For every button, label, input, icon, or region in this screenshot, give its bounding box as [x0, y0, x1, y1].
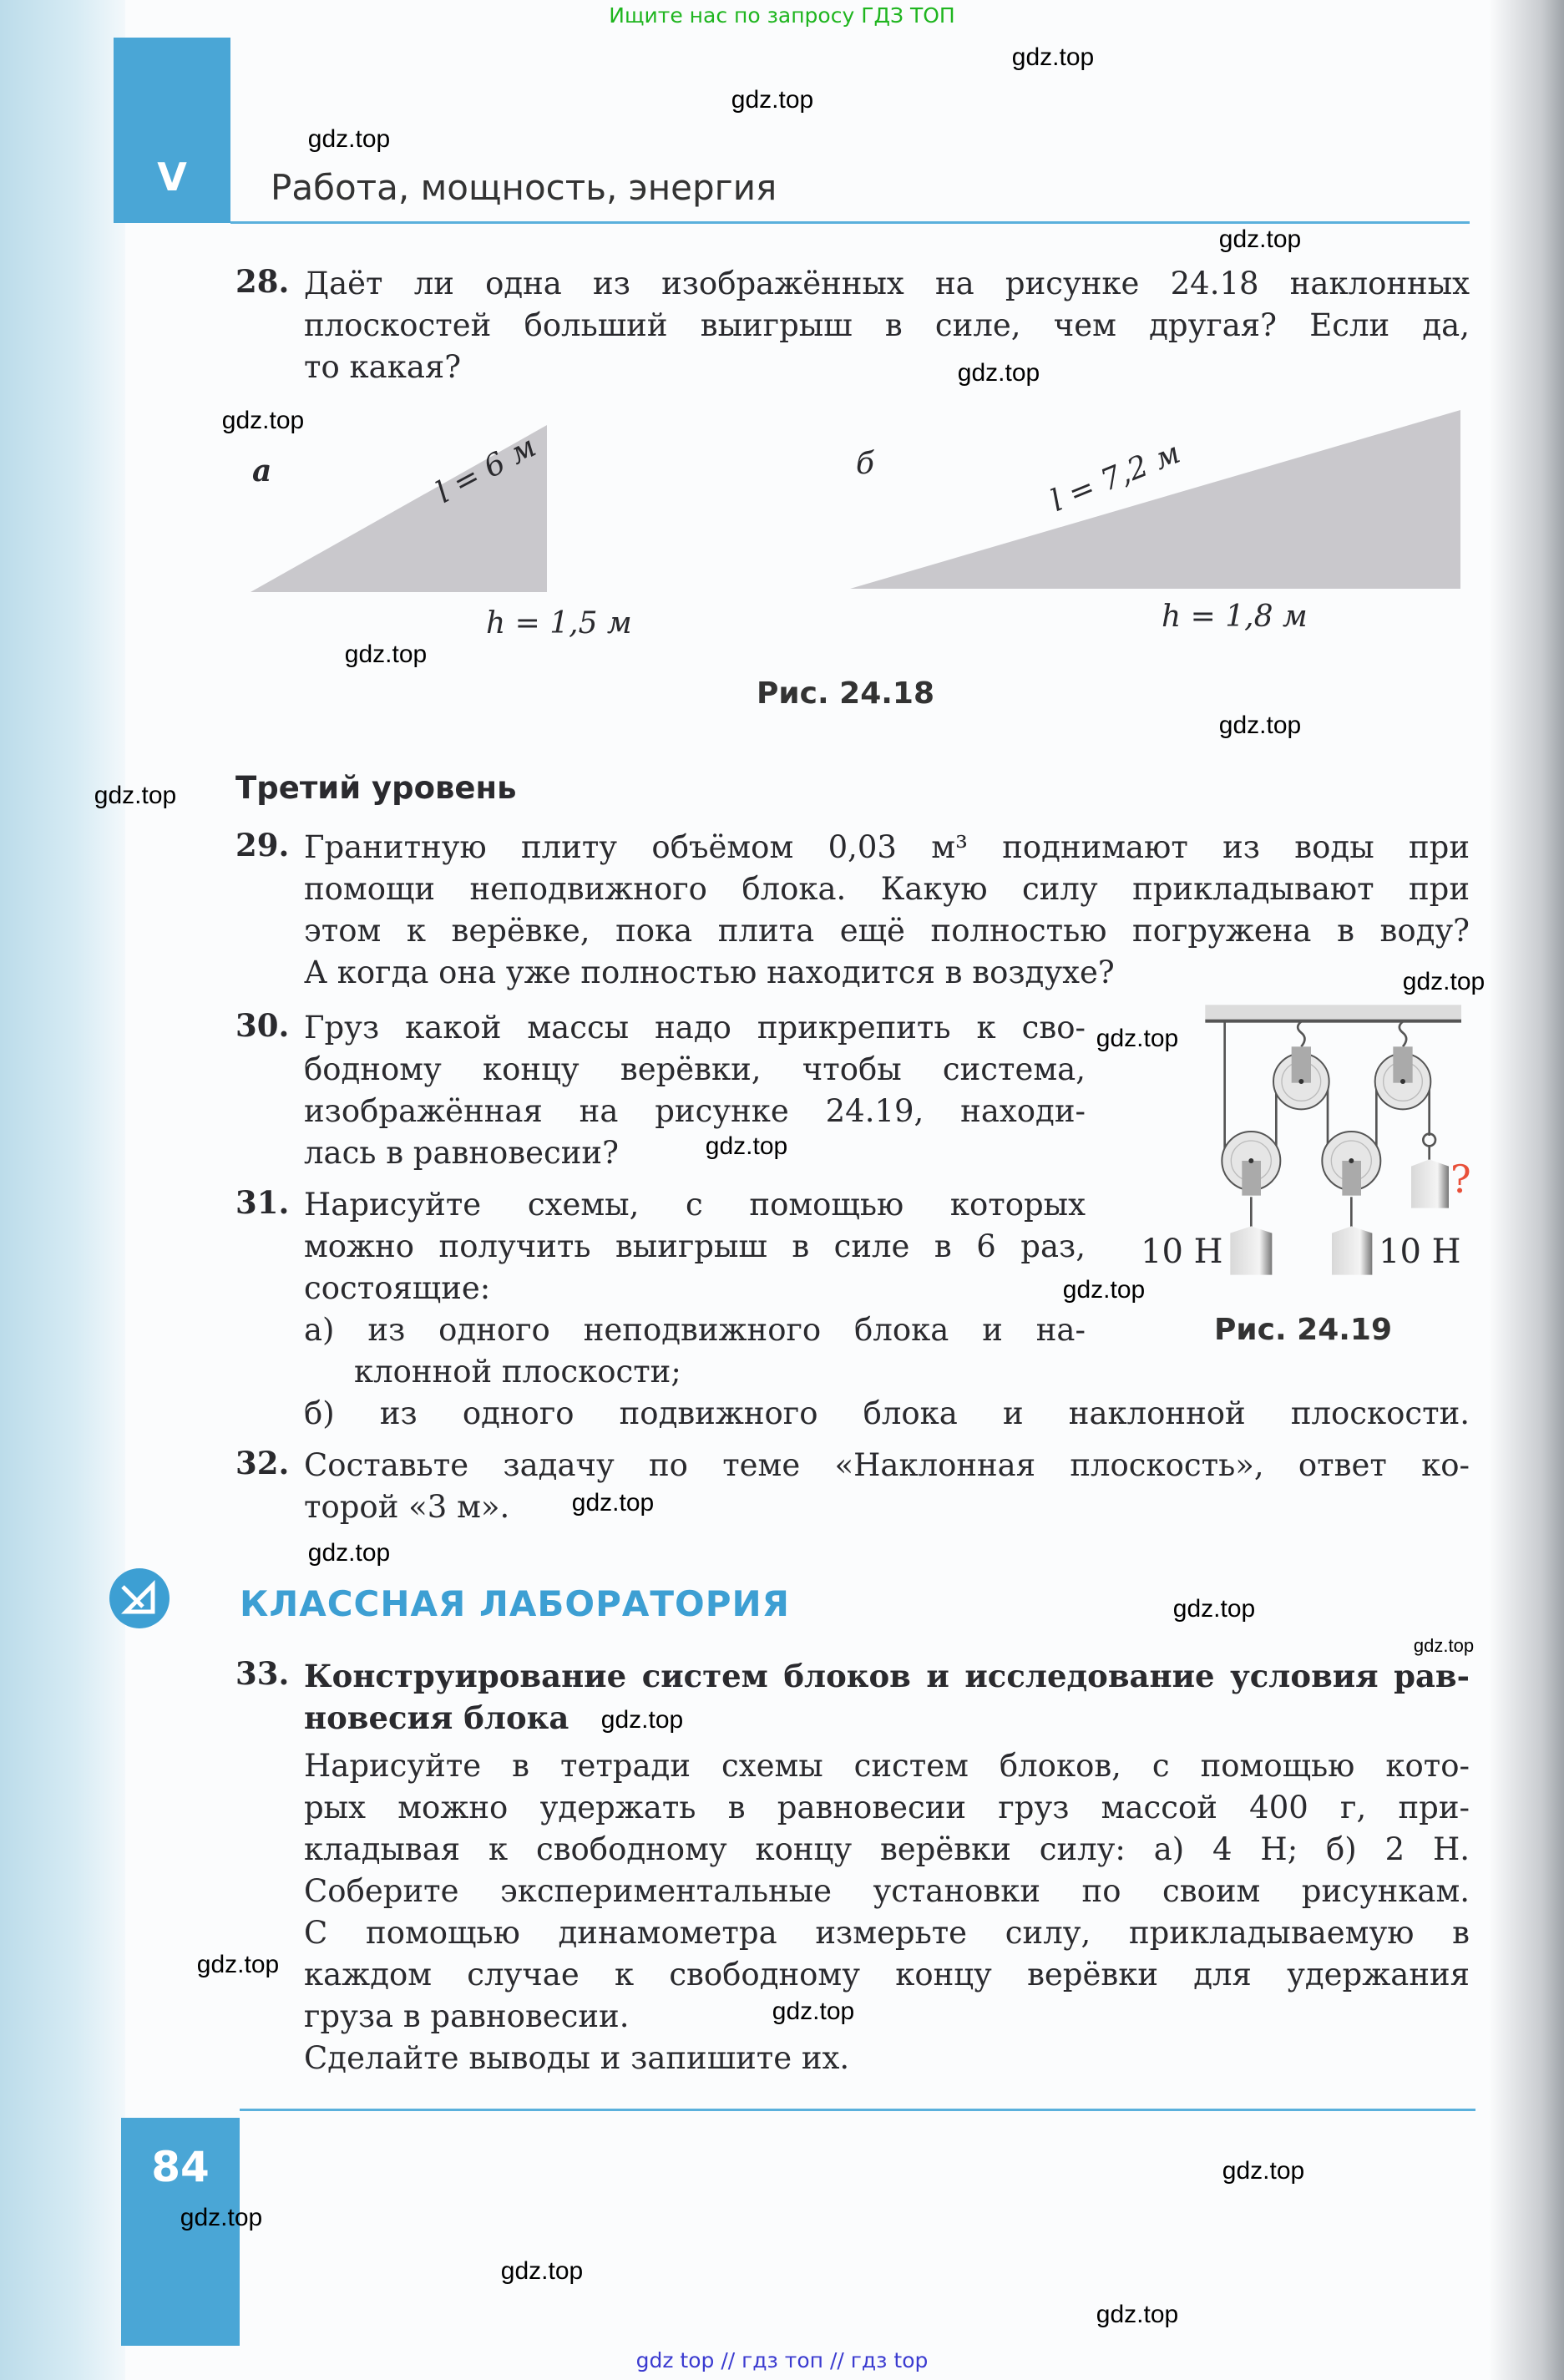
watermark: gdz.top — [94, 782, 177, 809]
watermark: gdz.top — [1222, 2157, 1305, 2185]
text-line: Конструирование систем блоков и исследование условия рав- — [304, 1658, 1470, 1694]
watermark: gdz.top — [180, 2204, 263, 2231]
text-line: груза в равновесии. — [304, 1998, 630, 2034]
text-line: плоскостей больший выигрыш в силе, чем другая? Если да, — [304, 307, 1470, 343]
watermark: gdz.top — [731, 86, 814, 114]
watermark: gdz.top — [1096, 1025, 1179, 1052]
watermark: gdz.top — [1218, 225, 1302, 253]
watermark: gdz.top — [1413, 1635, 1475, 1656]
ceiling-beam — [1205, 1005, 1461, 1020]
section-heading-level-3: Третий уровень — [235, 770, 517, 806]
text-line: б) из одного подвижного блока и наклонной плоскости. — [304, 1395, 1470, 1431]
watermark: gdz.top — [1011, 43, 1095, 71]
chapter-number: V — [157, 154, 187, 200]
text-line: изображённая на рисунке 24.19, находи- — [304, 1093, 1086, 1129]
fixed-pulley-2 — [1375, 1046, 1431, 1109]
text-line: кладывая к свободному концу верёвки силу: а) 4 Н; б) 2 Н. — [304, 1831, 1470, 1867]
text-line: бодному концу верёвки, чтобы система, — [304, 1051, 1086, 1087]
text-line: состоящие: — [304, 1270, 491, 1306]
watermark: gdz.top — [600, 1706, 684, 1734]
text-line: А когда она уже полностью находится в воздухе? — [304, 955, 1115, 990]
weight-left-label: 10 Н — [1141, 1233, 1223, 1271]
text-line: этом к верёвке, пока плита ещё полностью погружена в воду? — [304, 913, 1470, 949]
footer-divider — [240, 2109, 1475, 2111]
fig-label-b: б — [856, 447, 874, 481]
lab-icon — [109, 1568, 170, 1628]
watermark: gdz.top — [571, 1489, 655, 1517]
text-line: Нарисуйте в тетради схемы систем блоков, с помощью кото- — [304, 1748, 1470, 1784]
figure-24-19-caption: Рис. 24.19 — [1214, 1313, 1393, 1347]
weight-right-label: 10 Н — [1379, 1233, 1461, 1271]
text-line: Составьте задачу по теме «Наклонная плоскость», ответ ко- — [304, 1447, 1470, 1483]
text-line: то какая? — [304, 349, 462, 385]
watermark: gdz.top — [307, 125, 391, 153]
text-line: С помощью динамометра измерьте силу, прикладываемую в — [304, 1915, 1470, 1951]
lab-section-title: КЛАССНАЯ ЛАБОРАТОРИЯ — [240, 1583, 791, 1624]
problem-number: 29. — [235, 827, 290, 863]
incline-b-height: h = 1,8 м — [1162, 600, 1308, 634]
text-line: Груз какой массы надо прикрепить к сво- — [304, 1010, 1086, 1046]
movable-pulley-1 — [1222, 1132, 1280, 1196]
watermark: gdz.top — [705, 1132, 788, 1160]
figure-24-18-caption: Рис. 24.18 — [757, 676, 935, 711]
unknown-mass-mark: ? — [1450, 1157, 1471, 1202]
watermark: gdz.top — [196, 1951, 280, 1978]
text-line: помощи неподвижного блока. Какую силу прикладывают при — [304, 871, 1470, 907]
watermark: gdz.top — [1402, 968, 1486, 995]
watermark: gdz.top — [1172, 1595, 1256, 1623]
watermark: gdz.top — [344, 641, 428, 668]
incline-b-length: l = 7,2 м — [1045, 435, 1186, 519]
watermark: gdz.top — [221, 407, 305, 434]
text-line: можно получить выигрыш в силе в 6 раз, — [304, 1228, 1086, 1264]
watermark: gdz.top — [500, 2257, 584, 2285]
watermark: gdz.top — [1096, 2301, 1179, 2328]
text-line: Сделайте выводы и запишите их. — [304, 2040, 850, 2076]
watermark: gdz.top — [957, 359, 1040, 387]
problem-number: 31. — [235, 1184, 290, 1221]
problem-number: 32. — [235, 1445, 290, 1481]
search-banner[interactable]: Ищите нас по запросу ГДЗ ТОП — [609, 3, 955, 28]
incline-a-length: l = 6 м — [430, 429, 542, 510]
page-number: 84 — [151, 2143, 210, 2191]
watermark: gdz.top — [1218, 711, 1302, 739]
problem-number: 33. — [235, 1655, 290, 1692]
text-line: торой «3 м». — [304, 1489, 510, 1525]
weight-middle — [1332, 1226, 1372, 1274]
weight-left — [1230, 1226, 1272, 1274]
text-line: новесия блока — [304, 1699, 569, 1736]
watermark: gdz.top — [1062, 1276, 1146, 1304]
text-line: Нарисуйте схемы, с помощью которых — [304, 1187, 1086, 1223]
text-line: лась в равновесии? — [304, 1135, 619, 1171]
watermark: gdz.top — [772, 1998, 855, 2025]
weight-unknown — [1411, 1159, 1449, 1208]
fixed-pulley-1 — [1273, 1046, 1329, 1109]
fig-label-a: а — [252, 453, 272, 489]
incline-a-height: h = 1,5 м — [486, 606, 632, 641]
text-line: клонной плоскости; — [354, 1354, 681, 1390]
text-line: рых можно удержать в равновесии груз массой 400 г, при- — [304, 1790, 1470, 1826]
chapter-title: Работа, мощность, энергия — [271, 167, 777, 208]
text-line: а) из одного неподвижного блока и на- — [304, 1312, 1086, 1348]
problem-number: 28. — [235, 263, 290, 300]
bottom-links[interactable]: gdz top // гдз топ // гдз top — [635, 2348, 929, 2372]
text-line: Гранитную плиту объёмом 0,03 м³ поднимают из воды при — [304, 829, 1470, 865]
text-line: Даёт ли одна из изображённых на рисунке 24.18 наклонных — [304, 266, 1470, 301]
text-line: каждом случае к свободному концу верёвки для удержания — [304, 1957, 1470, 1993]
incline-b — [850, 410, 1460, 589]
text-line: Соберите экспериментальные установки по своим рисункам. — [304, 1873, 1470, 1909]
watermark: gdz.top — [307, 1539, 391, 1567]
movable-pulley-2 — [1322, 1132, 1380, 1196]
problem-number: 30. — [235, 1007, 290, 1044]
